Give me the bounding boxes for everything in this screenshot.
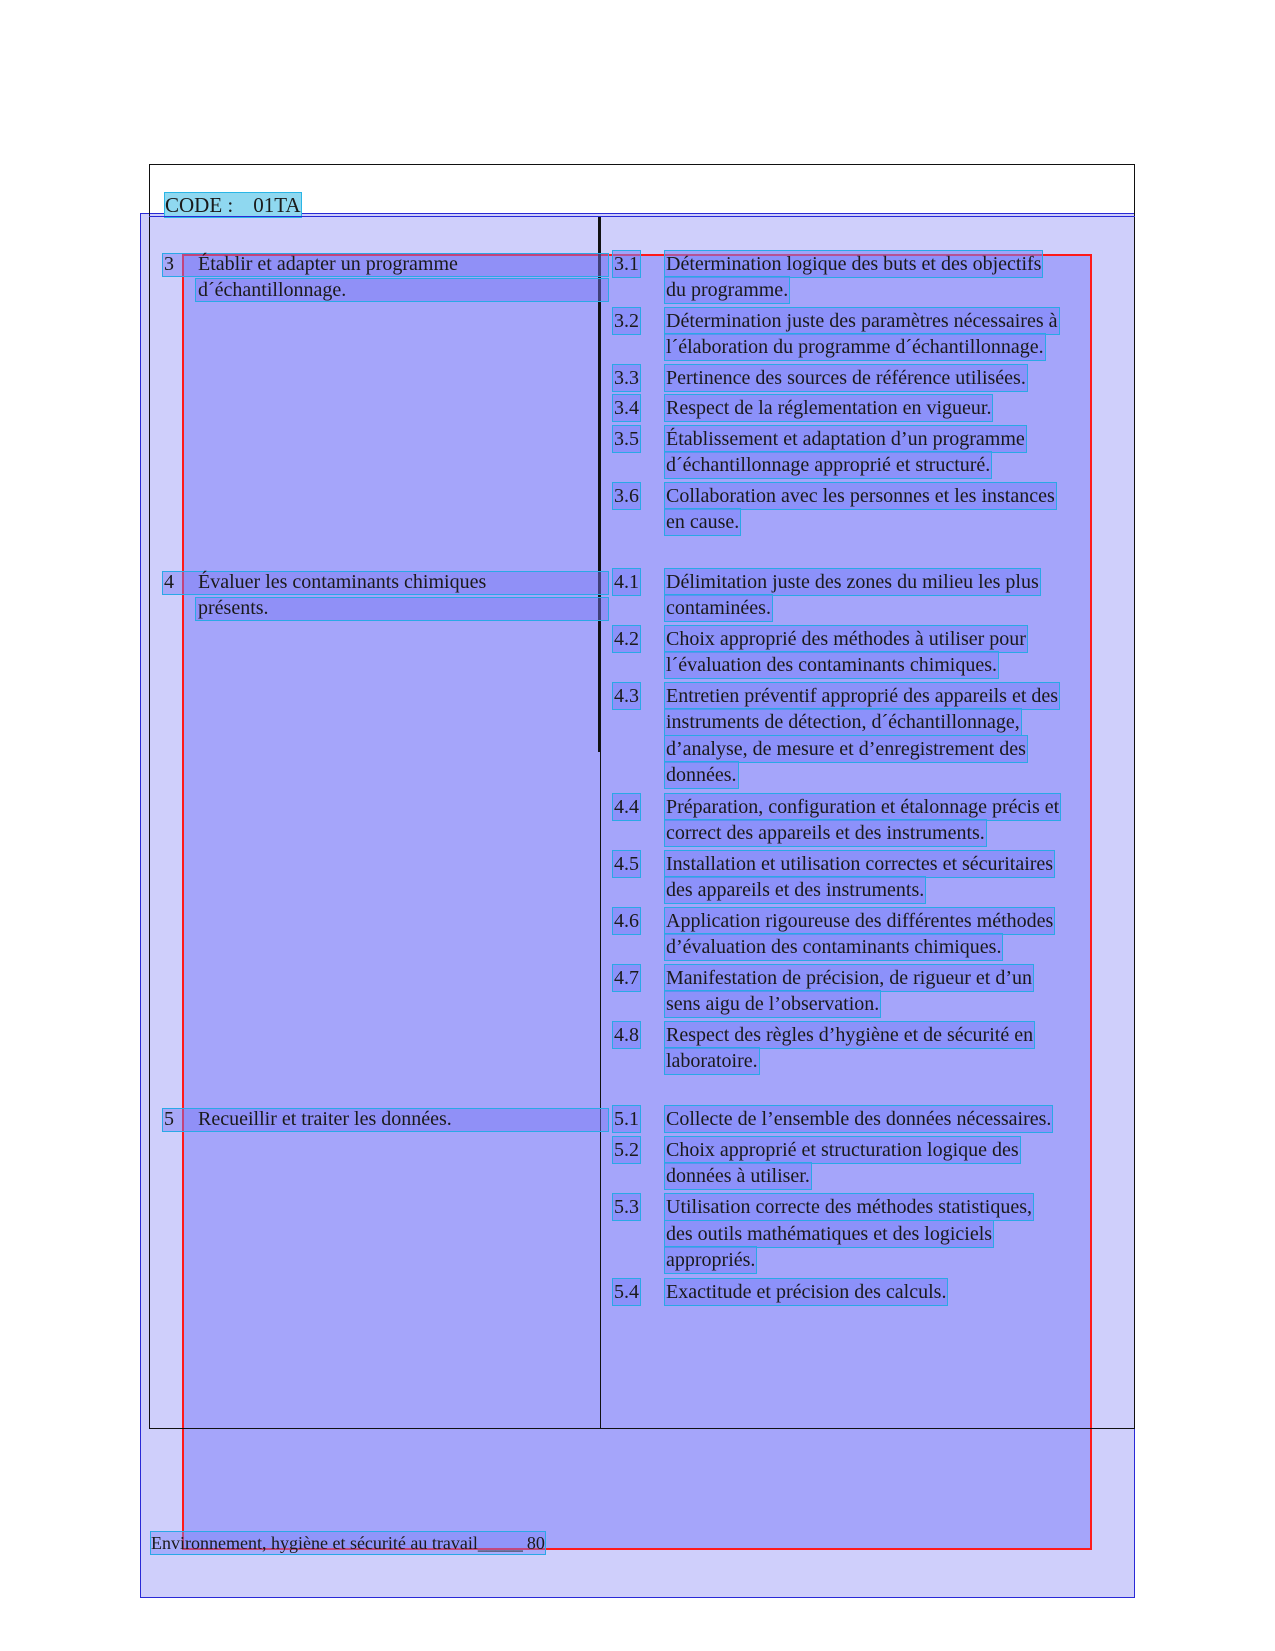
criterion-text-line: correct des appareils et des instruments. xyxy=(666,822,985,844)
criterion-number: 3.5 xyxy=(614,428,639,450)
header-separator xyxy=(149,216,1135,217)
criterion-text-line: des appareils et des instruments. xyxy=(666,879,925,901)
page-number: 80 xyxy=(526,1533,545,1553)
criterion-text-line: d’évaluation des contaminants chimiques. xyxy=(666,936,1002,958)
criterion-text-line: Pertinence des sources de référence utilisées. xyxy=(666,367,1026,389)
criterion-text-line: instruments de détection, d´échantillonnage, xyxy=(666,711,1020,733)
criterion-number: 3.1 xyxy=(614,253,639,275)
criterion-text-line: données à utiliser. xyxy=(666,1165,810,1187)
criterion-text-line: Détermination logique des buts et des objectifs xyxy=(666,253,1042,275)
criterion-text-line: Choix approprié des méthodes à utiliser pour xyxy=(666,628,1026,650)
page-footer xyxy=(151,1532,545,1554)
criterion-text-line: en cause. xyxy=(666,511,740,533)
criterion-text-line: contaminées. xyxy=(666,597,771,619)
column-divider xyxy=(600,217,601,1429)
criterion-text-line: Détermination juste des paramètres nécessaires à xyxy=(666,310,1058,332)
criterion-number: 4.5 xyxy=(614,853,639,875)
element-number: 4 xyxy=(164,571,174,593)
element-text-line: d´échantillonnage. xyxy=(198,279,347,301)
code-value: 01TA xyxy=(253,193,301,217)
criterion-number: 5.3 xyxy=(614,1196,639,1218)
criterion-text-line: Délimitation juste des zones du milieu les plus xyxy=(666,571,1039,593)
criterion-number: 3.2 xyxy=(614,310,639,332)
criterion-text-line: du programme. xyxy=(666,279,789,301)
criterion-text-line: laboratoire. xyxy=(666,1050,758,1072)
criterion-text-line: Installation et utilisation correctes et sécuritaires xyxy=(666,853,1054,875)
footer-text: Environnement, hygiène et sécurité au travail xyxy=(151,1533,478,1553)
element-text-line: Établir et adapter un programme xyxy=(198,253,458,275)
criterion-text-line: données. xyxy=(666,764,737,786)
criterion-text-line: Préparation, configuration et étalonnage précis et xyxy=(666,796,1060,818)
criterion-number: 4.3 xyxy=(614,685,639,707)
criterion-number: 4.7 xyxy=(614,967,639,989)
criterion-text-line: Respect de la réglementation en vigueur. xyxy=(666,397,992,419)
criterion-number: 3.4 xyxy=(614,397,639,419)
criterion-text-line: Utilisation correcte des méthodes statistiques, xyxy=(666,1196,1033,1218)
criterion-number: 5.2 xyxy=(614,1139,639,1161)
criterion-text-line: Collaboration avec les personnes et les instances xyxy=(666,485,1055,507)
criterion-number: 3.6 xyxy=(614,485,639,507)
criterion-text-line: appropriés. xyxy=(666,1249,756,1271)
criterion-number: 4.4 xyxy=(614,796,639,818)
criterion-text-line: Choix approprié et structuration logique des xyxy=(666,1139,1019,1161)
element-number: 3 xyxy=(164,253,174,275)
criterion-text-line: l´élaboration du programme d´échantillonnage. xyxy=(666,336,1044,358)
element-text-line: Recueillir et traiter les données. xyxy=(198,1108,452,1130)
criterion-text-line: Application rigoureuse des différentes méthodes xyxy=(666,910,1054,932)
criterion-number: 4.1 xyxy=(614,571,639,593)
element-text-line: présents. xyxy=(198,597,269,619)
criterion-number: 4.8 xyxy=(614,1024,639,1046)
criterion-text-line: sens aigu de l’observation. xyxy=(666,993,880,1015)
criterion-text-line: Collecte de l’ensemble des données nécessaires. xyxy=(666,1108,1052,1130)
element-number: 5 xyxy=(164,1108,174,1130)
criterion-text-line: d´échantillonnage approprié et structuré. xyxy=(666,454,991,476)
criterion-number: 5.4 xyxy=(614,1281,639,1303)
criterion-text-line: Manifestation de précision, de rigueur et d’un xyxy=(666,967,1032,989)
criterion-text-line: Entretien préventif approprié des appareils et des xyxy=(666,685,1059,707)
code-label: CODE : xyxy=(165,193,234,217)
criterion-text-line: d’analyse, de mesure et d’enregistrement des xyxy=(666,738,1026,760)
criterion-text-line: Exactitude et précision des calculs. xyxy=(666,1281,947,1303)
criterion-text-line: Respect des règles d’hygiène et de sécurité en xyxy=(666,1024,1034,1046)
criterion-number: 4.2 xyxy=(614,628,639,650)
criterion-number: 5.1 xyxy=(614,1108,639,1130)
criterion-text-line: Établissement et adaptation d’un programme xyxy=(666,428,1025,450)
criterion-number: 4.6 xyxy=(614,910,639,932)
criterion-text-line: des outils mathématiques et des logiciels xyxy=(666,1223,993,1245)
criterion-number: 3.3 xyxy=(614,367,639,389)
footer-leader: _____ xyxy=(477,1533,523,1553)
element-text-line: Évaluer les contaminants chimiques xyxy=(198,571,487,593)
criterion-text-line: l´évaluation des contaminants chimiques. xyxy=(666,654,998,676)
code-line xyxy=(165,193,301,217)
